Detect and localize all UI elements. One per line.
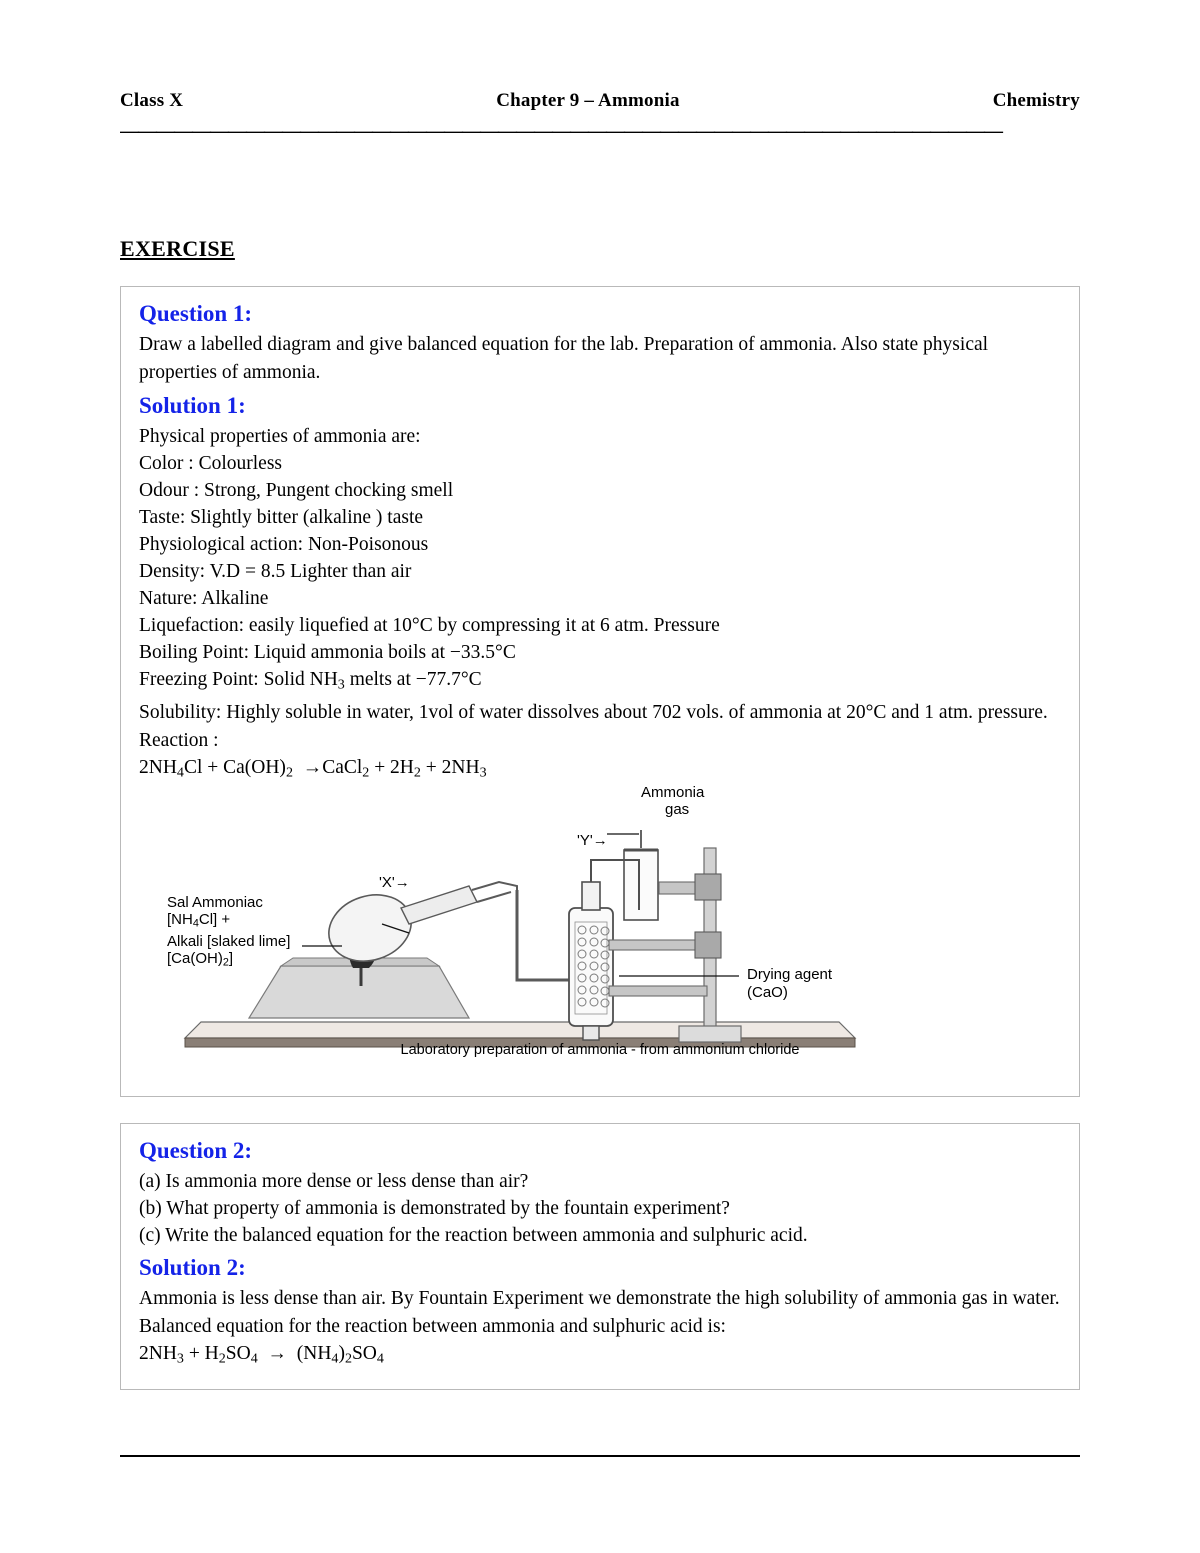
solution-2-answer: Ammonia is less dense than air. By Fountain Experiment we demonstrate the high solubility of ammonia gas in water. — [139, 1288, 1060, 1309]
reaction-label: Reaction : — [139, 729, 219, 751]
solution-2-label: Solution 2: — [139, 1255, 246, 1280]
figure-label-sal-ammoniac: Sal Ammoniac $[NH_4Cl]$ + Alkali [slaked lime] $[Ca(OH)_2]$ — [167, 894, 291, 969]
header-class-label: Class X — [120, 90, 184, 111]
footer-divider — [120, 1455, 1080, 1457]
property-odour: Odour : Strong, Pungent chocking smell — [139, 480, 454, 501]
property-color: Color : Colourless — [139, 453, 283, 474]
property-density: Density: V.D = 8.5 Lighter than air — [139, 561, 412, 582]
question-2-label: Question 2: — [139, 1138, 253, 1163]
question-1-label: Question 1: — [139, 301, 253, 326]
solution-2-balanced-equation: $2NH_3 + H_2SO_4 \to (NH_4)_2SO_4$ — [139, 1343, 384, 1367]
question-1-box — [120, 286, 1080, 1097]
property-physiological-action: Physiological action: Non-Poisonous — [139, 534, 429, 555]
solution-1-label: Solution 1: — [139, 393, 246, 418]
question-2-item-c: (c) Write the balanced equation for the reaction between ammonia and sulphuric acid. — [139, 1225, 808, 1246]
question-2-box — [120, 1123, 1080, 1390]
header-divider: ————————————————————————————————————————————————— — [120, 122, 1002, 142]
property-freezing-point: Freezing Point: Solid $NH_3$ melts at −77.7°C — [139, 669, 482, 693]
property-boiling-point: Boiling Point: Liquid ammonia boils at −33.5°C — [139, 642, 516, 663]
solution-2-balanced-intro: Balanced equation for the reaction between ammonia and sulphuric acid is: — [139, 1316, 726, 1337]
solution-1-intro: Physical properties of ammonia are: — [139, 426, 421, 447]
property-liquefaction: Liquefaction: easily liquefied at 10°C by compressing it at 6 atm. Pressure — [139, 615, 720, 636]
property-nature: Nature: Alkaline — [139, 588, 269, 609]
figure-label-ammonia-gas: Ammonia gas — [641, 784, 705, 818]
question-1-text: Draw a labelled diagram and give balanced equation for the lab. Preparation of ammonia. Also state physical properties of ammonia. — [139, 334, 989, 383]
header-chapter-title: Chapter 9 – Ammonia — [496, 90, 680, 111]
header-subject-label: Chemistry — [992, 90, 1080, 111]
question-2-item-a: (a) Is ammonia more dense or less dense than air? — [139, 1171, 529, 1192]
question-2-item-b: (b) What property of ammonia is demonstrated by the fountain experiment? — [139, 1198, 730, 1219]
exercise-title: EXERCISE — [120, 236, 235, 261]
page-header — [120, 90, 1080, 112]
lab-preparation-diagram — [139, 784, 1061, 1080]
figure-label-x: 'X'→ — [379, 874, 410, 891]
property-solubility: Solubility: Highly soluble in water, 1vol of water dissolves about 702 vols. of ammonia at 20°C and 1 atm. pressure. — [139, 701, 1048, 723]
figure-label-y: 'Y'→ — [577, 832, 608, 849]
figure-label-drying-agent: Drying agent (CaO) — [747, 966, 833, 1001]
figure-caption: Laboratory preparation of ammonia - from ammonium chloride — [400, 1042, 800, 1058]
reaction-equation: $2NH_4Cl + Ca(OH)_2$ →CaCl$_2$ + $2H_2 + 2NH_3$ — [139, 756, 487, 780]
property-taste: Taste: Slightly bitter (alkaline ) taste — [139, 507, 424, 528]
